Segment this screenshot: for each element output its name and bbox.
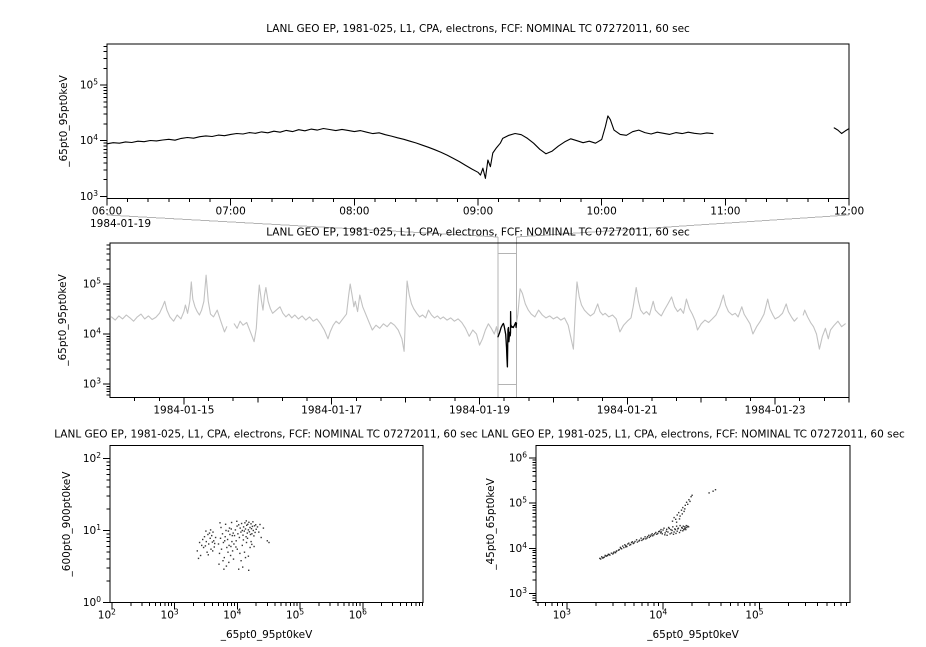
- scatter-right-title: LANL GEO EP, 1981-025, L1, CPA, electrons, FCF: NOMINAL TC 07272011, 60 sec: [481, 428, 905, 441]
- scatter-right-x-axis-label: _65pt0_95pt0keV: [647, 629, 739, 641]
- svg-text:105: $10^5$: [285, 607, 305, 622]
- scatter-right-y-axis-label: _45pt0_65pt0keV: [485, 478, 497, 570]
- context-plot-area[interactable]: [110, 243, 849, 397]
- svg-text:104: $10^4$: [223, 607, 242, 622]
- detail-plot-area[interactable]: [107, 44, 849, 198]
- svg-text:100: $10^0$: [82, 595, 101, 609]
- context-date-label: 1984-01-19: [90, 218, 152, 230]
- svg-text:08:00: 08:00: [339, 205, 370, 218]
- svg-text:09:00: 09:00: [462, 205, 494, 218]
- svg-text:105: $10^5$: [745, 607, 764, 622]
- svg-text:06:00: 06:00: [91, 205, 123, 218]
- scatter-left-title: LANL GEO EP, 1981-025, L1, CPA, electrons, FCF: NOMINAL TC 07272011, 60 sec: [54, 428, 478, 441]
- context-y-axis-label: _65pt0_95pt0keV: [57, 274, 69, 366]
- svg-text:101: $10^1$: [82, 522, 101, 537]
- svg-text:1984-01-21: 1984-01-21: [596, 404, 658, 417]
- scatter-left-x-axis-label: _65pt0_95pt0keV: [220, 629, 313, 641]
- detail-y-axis-label: _65pt0_95pt0keV: [58, 75, 70, 167]
- svg-text:1984-01-23: 1984-01-23: [744, 404, 806, 417]
- svg-text:103: $10^3$: [160, 607, 179, 622]
- svg-text:07:00: 07:00: [215, 205, 246, 218]
- context-selection-box[interactable]: [498, 237, 517, 397]
- svg-text:106: $10^6$: [508, 450, 527, 465]
- svg-text:104: $10^4$: [649, 607, 668, 622]
- svg-text:102: $10^2$: [97, 607, 116, 622]
- svg-text:1984-01-19: 1984-01-19: [448, 404, 511, 417]
- svg-text:11:00: 11:00: [710, 205, 741, 218]
- svg-text:103: $10^3$: [79, 188, 98, 203]
- svg-text:105: $10^5$: [79, 77, 98, 92]
- svg-text:1984-01-17: 1984-01-17: [301, 404, 363, 417]
- svg-text:103: $10^3$: [82, 376, 101, 391]
- svg-text:102: $10^2$: [82, 450, 101, 465]
- scatter-left-plot-area[interactable]: [110, 445, 423, 602]
- svg-text:104: $10^4$: [508, 540, 527, 555]
- detail-plot-title: LANL GEO EP, 1981-025, L1, CPA, electrons, FCF: NOMINAL TC 07272011, 60 sec: [266, 23, 690, 35]
- svg-text:104: $10^4$: [82, 326, 101, 341]
- svg-text:105: $10^5$: [82, 276, 101, 291]
- svg-text:103: $10^3$: [508, 585, 527, 600]
- svg-text:103: $10^3$: [552, 607, 571, 622]
- svg-text:12:00: 12:00: [833, 205, 865, 218]
- context-plot-title: LANL GEO EP, 1981-025, L1, CPA, electrons, FCF: NOMINAL TC 07272011, 60 sec: [266, 226, 690, 239]
- scatter-left-y-axis-label: _600pt0_900pt0keV: [61, 471, 73, 577]
- svg-text:104: $10^4$: [79, 133, 98, 148]
- svg-text:105: $10^5$: [508, 495, 527, 510]
- svg-text:10:00: 10:00: [586, 205, 617, 218]
- svg-text:1984-01-15: 1984-01-15: [153, 404, 215, 417]
- scatter-right-plot-area[interactable]: [536, 445, 850, 602]
- svg-text:106: $10^6$: [348, 607, 367, 622]
